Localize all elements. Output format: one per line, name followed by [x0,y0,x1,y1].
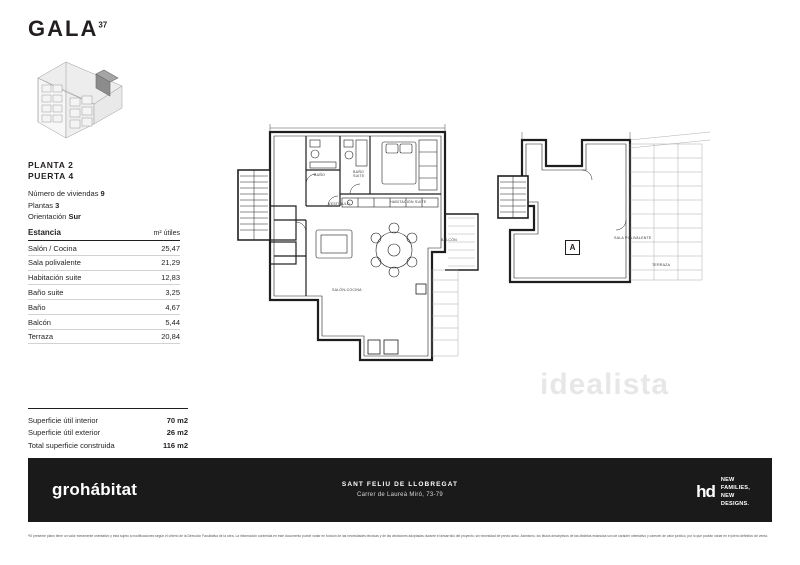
brand-block [28,18,186,41]
door-line: PUERTA 4 [28,171,74,182]
room-area: 12,83 [161,273,180,283]
total-row [28,415,188,427]
partner-logo-mark: hd [696,482,715,502]
room-label: BAÑO SUITE [353,170,365,178]
room-label: BAÑO [314,173,325,177]
area-table-header [28,228,180,241]
orientation-value: Sur [68,212,81,222]
room-label: SALÓN-COCINA [332,288,362,292]
total-value: 116 m2 [162,440,188,450]
partner-tagline: NEW FAMILIES, NEW DESIGNS. [720,477,750,508]
area-table-header-area: m² útiles [153,230,180,237]
table-row [28,285,180,300]
footer-center [28,481,772,498]
orientation-label: Orientación [28,212,67,222]
table-row [28,271,180,286]
totals-block [28,408,188,452]
area-table-body [28,241,180,344]
room-label: SALA POLIVALENTE [614,236,652,240]
unit-meta [28,160,198,223]
table-row [28,256,180,271]
dwellings-value: 9 [100,188,105,198]
floor-plan-svg [210,110,770,400]
room-area: 20,84 [161,332,180,342]
total-row [28,427,188,439]
footer-partner [696,476,750,508]
building-key-plan-icon [30,52,128,142]
footer-address: Carrer de Laureà Miró, 73-79 [356,492,444,498]
watermark: idealista [540,368,670,401]
total-label: Total superficie construida [28,440,115,450]
room-area: 5,44 [165,317,180,327]
room-name: Sala polivalente [28,258,81,268]
room-area: 21,29 [161,258,180,268]
room-label: HABITACIÓN SUITE [390,200,427,204]
table-row [28,300,180,315]
room-label: BALCÓN [441,238,457,242]
table-row [28,315,180,330]
room-name: Baño [28,302,46,312]
room-name: Habitación suite [28,273,82,283]
total-row [28,440,188,452]
room-name: Salón / Cocina [28,243,77,253]
room-area: 25,47 [161,243,180,253]
area-table [28,228,180,344]
apartment-badge: A [565,240,580,255]
room-name: Terraza [28,332,54,342]
footer-bar [28,458,772,522]
floors-row [28,200,198,212]
room-area: 4,67 [165,302,180,312]
dwellings-label: Número de viviendas [28,188,99,198]
table-row [28,241,180,256]
total-label: Superficie útil exterior [28,428,101,438]
room-label: VESTÍBULO [328,202,350,206]
total-value: 26 m2 [166,428,188,438]
table-row [28,330,180,345]
floor-line: PLANTA 2 [28,160,74,170]
dwellings-row [28,188,198,200]
brand-name: GALA [28,16,99,41]
footer-location: SANT FELIU DE LLOBREGAT [341,481,459,488]
brand-logo [28,18,107,40]
room-name: Baño suite [28,287,64,297]
brand-superscript: 37 [98,20,108,30]
floor-plan-drawing [210,110,770,400]
orientation-row [28,211,198,223]
floors-value: 3 [55,200,60,210]
area-table-header-room: Estancia [28,228,61,237]
room-area: 3,25 [165,287,180,297]
footer-logo: grohábitat [52,480,138,499]
legal-disclaimer: *El presente plano tiene un valor meramente orientativo y está sujeto a modificaciones según el criterio de la Dirección Facultativa de la obra. La información contenida en este documento puede variar en función de las necesidades técnicas y de las decisiones adoptadas durante el desarrollo del proyecto, sin necesidad de previo aviso. Asimismo, los títulos descriptivos de las distintas estancias son de carácter orientativo y carecen de valor jurídico, por lo que podrán variar en el pleno definitivo de venta. [28,534,768,538]
total-label: Superficie útil interior [28,416,99,425]
total-value: 70 m2 [166,416,188,425]
room-name: Balcón [28,317,51,327]
room-label: TERRAZA [652,263,671,267]
floors-label: Plantas [28,200,54,210]
